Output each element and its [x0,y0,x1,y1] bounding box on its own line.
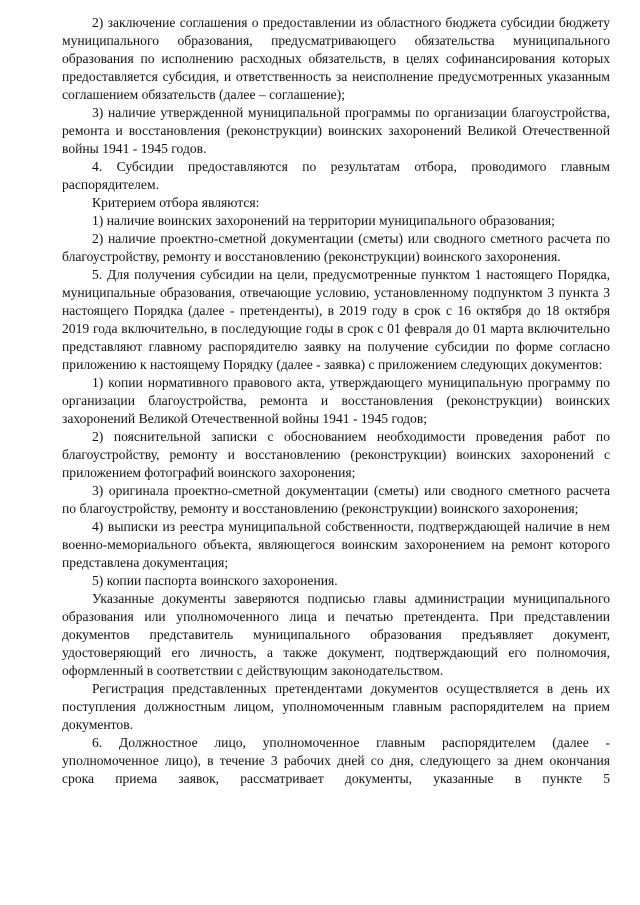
paragraph-doc-4: 4) выписки из реестра муниципальной собственности, подтверждающей наличие в нем военно-мемориального объекта, являющегося воинским захоронением на ремонт которого представлена документация; [62,519,610,570]
paragraph-doc-1: 1) копии нормативного правового акта, утверждающего муниципальную программу по организации благоустройства, ремонта и восстановления (реконструкции) воинских захоронений Великой Отечественной войны 1941 - 1945 годов; [62,375,610,426]
paragraph-item-6: 6. Должностное лицо, уполномоченное главным распорядителем (далее - уполномоченное лицо), в течение 3 рабочих дней со дня, следующего за днем окончания срока приема заявок, рассматривает документы, указанные в пункте 5 [62,735,610,786]
paragraph-item-5: 5. Для получения субсидии на цели, предусмотренные пунктом 1 настоящего Порядка, муниципальные образования, отвечающие условию, установленному подпунктом 3 пункта 3 настоящего Порядка (далее - претенденты), в 2019 году в срок с 16 октября до 18 октября 2019 года включительно, в последующие годы в срок с 01 февраля до 01 марта включительно представляют главному распорядителю заявку на получение субсидии по форме согласно приложению к настоящему Порядку (далее - заявка) с приложением следующих документов: [62,267,610,372]
paragraph-criterion-1: 1) наличие воинских захоронений на территории муниципального образования; [92,213,555,228]
paragraph-doc-2: 2) пояснительной записки с обоснованием необходимости проведения работ по благоустройству, ремонту и восстановлению (реконструкции) воинских захоронений с приложением фотографий воинского захоронения; [62,429,610,480]
paragraph-registration: Регистрация представленных претендентами документов осуществляется в день их поступления должностным лицом, уполномоченным главным распорядителем на прием документов. [62,681,610,732]
document-page [62,14,610,788]
paragraph-criteria-heading: Критерием отбора являются: [92,195,260,210]
paragraph-criterion-2: 2) наличие проектно-сметной документации (сметы) или сводного сметного расчета по благоустройству, ремонту и восстановлению (реконструкции) воинского захоронения. [62,231,610,264]
paragraph-doc-3: 3) оригинала проектно-сметной документации (сметы) или сводного сметного расчета по благоустройству, ремонту и восстановлению (реконструкции) воинского захоронения; [62,483,610,516]
paragraph-item-4: 4. Субсидии предоставляются по результатам отбора, проводимого главным распорядителем. [62,159,610,192]
paragraph-certification: Указанные документы заверяются подписью главы администрации муниципального образования или уполномоченного лица и печатью претендента. При представлении документов представитель муниципального образования предъявляет документ, удостоверяющий его личность, а также документ, подтверждающий его полномочия, оформленный в соответствии с действующим законодательством. [62,591,610,678]
paragraph-doc-5: 5) копии паспорта воинского захоронения. [92,573,338,588]
paragraph-condition-2: 2) заключение соглашения о предоставлении из областного бюджета субсидии бюджету муниципального образования, предусматривающего обязательства муниципального образования по исполнению расходных обязательств, в целях софинансирования которых предоставляется субсидия, и ответственность за неисполнение предусмотренных указанным соглашением обязательств (далее – соглашение); [62,15,610,102]
paragraph-condition-3: 3) наличие утвержденной муниципальной программы по организации благоустройства, ремонта и восстановления (реконструкции) воинских захоронений Великой Отечественной войны 1941 - 1945 годов. [62,105,610,156]
